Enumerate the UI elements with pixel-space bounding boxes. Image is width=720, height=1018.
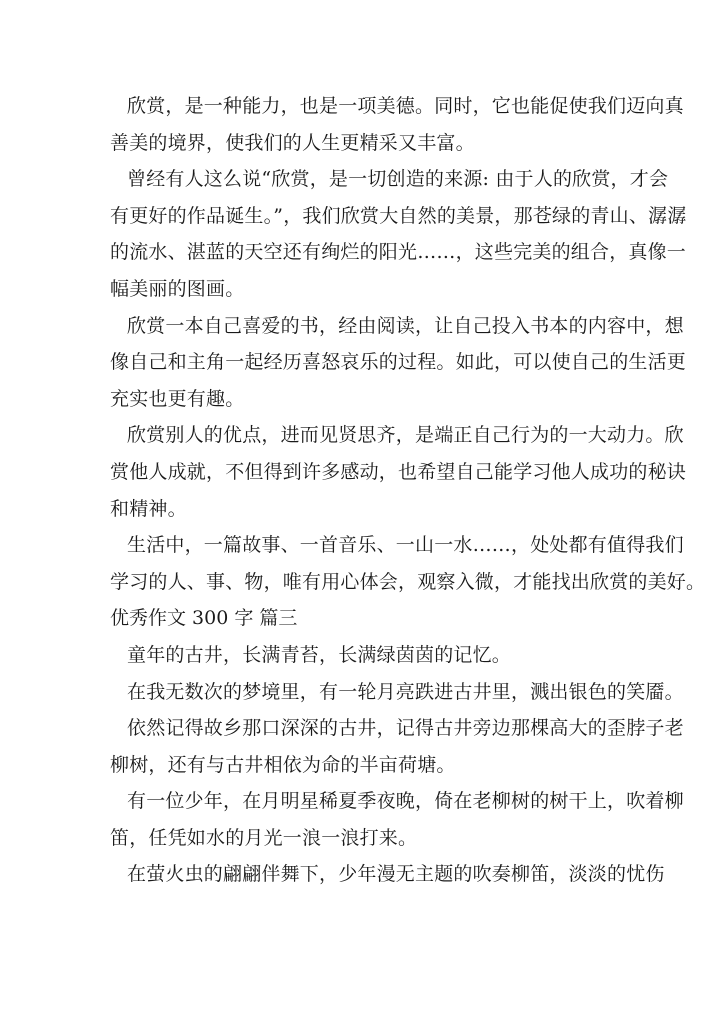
text-line: 像自己和主角一起经历喜怒哀乐的过程。如此，可以使自己的生活更: [110, 351, 687, 374]
text-line: 学习的人、事、物，唯有用心体会，观察入微，才能找出欣赏的美好。: [110, 570, 706, 593]
text-line: 有更好的作品诞生。”，我们欣赏大自然的美景，那苍绿的青山、潺潺: [110, 204, 687, 227]
text-line: 在我无数次的梦境里，有一轮月亮跌进古井里，溅出银色的笑靥。: [127, 680, 684, 703]
text-line: 依然记得故乡那口深深的古井，记得古井旁边那棵高大的歪脖子老: [127, 717, 684, 740]
text-line: 曾经有人这么说“欣赏，是一切创造的来源: 由于人的欣赏，才会: [127, 168, 669, 191]
document-page: [110, 88, 706, 893]
text-line: 柳树，还有与古井相依为命的半亩荷塘。: [110, 753, 456, 776]
section-heading: 优秀作文 300 字 篇三: [110, 607, 298, 630]
text-line: 欣赏别人的优点，进而见贤思齐，是端正自己行为的一大动力。欣: [127, 424, 684, 447]
text-line: 幅美丽的图画。: [110, 277, 245, 300]
text-line: 充实也更有趣。: [110, 387, 245, 410]
text-line: 善美的境界，使我们的人生更精采又丰富。: [110, 131, 475, 154]
text-line: 童年的古井，长满青苔，长满绿茵茵的记忆。: [127, 643, 512, 666]
text-line: 和精神。: [110, 497, 187, 520]
text-line: 赏他人成就，不但得到许多感动，也希望自己能学习他人成功的秘诀: [110, 460, 687, 483]
text-line: 生活中，一篇故事、一首音乐、一山一水……，处处都有值得我们: [127, 534, 684, 557]
text-line: 在萤火虫的翩翩伴舞下，少年漫无主题的吹奏柳笛，淡淡的忧伤: [127, 863, 665, 886]
text-line: 欣赏，是一种能力，也是一项美德。同时，它也能促使我们迈向真: [127, 95, 684, 117]
text-line: 欣赏一本自己喜爱的书，经由阅读，让自己投入书本的内容中，想: [127, 314, 684, 337]
text-line: 有一位少年，在月明星稀夏季夜晚，倚在老柳树的树干上，吹着柳: [127, 790, 684, 813]
text-line: 笛，任凭如水的月光一浪一浪打来。: [110, 826, 418, 849]
text-line: 的流水、湛蓝的天空还有绚烂的阳光……，这些完美的组合，真像一: [110, 241, 687, 264]
